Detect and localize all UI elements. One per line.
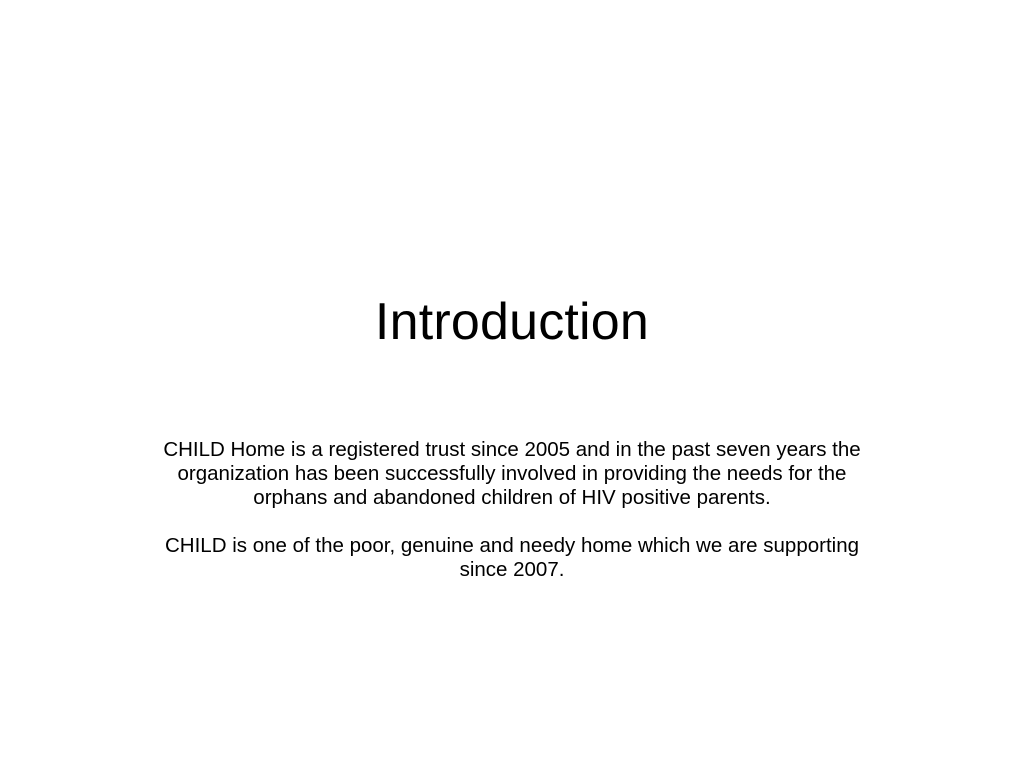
slide-body: [162, 438, 862, 582]
slide-title: Introduction: [374, 293, 650, 351]
paragraph-support: CHILD is one of the poor, genuine and needy home which we are supporting since 2007.: [164, 534, 860, 581]
paragraph-trust-history: CHILD Home is a registered trust since 2005 and in the past seven years the organization has been successfully involved in providing the needs for the orphans and abandoned children of HIV positive parents.: [163, 438, 861, 509]
